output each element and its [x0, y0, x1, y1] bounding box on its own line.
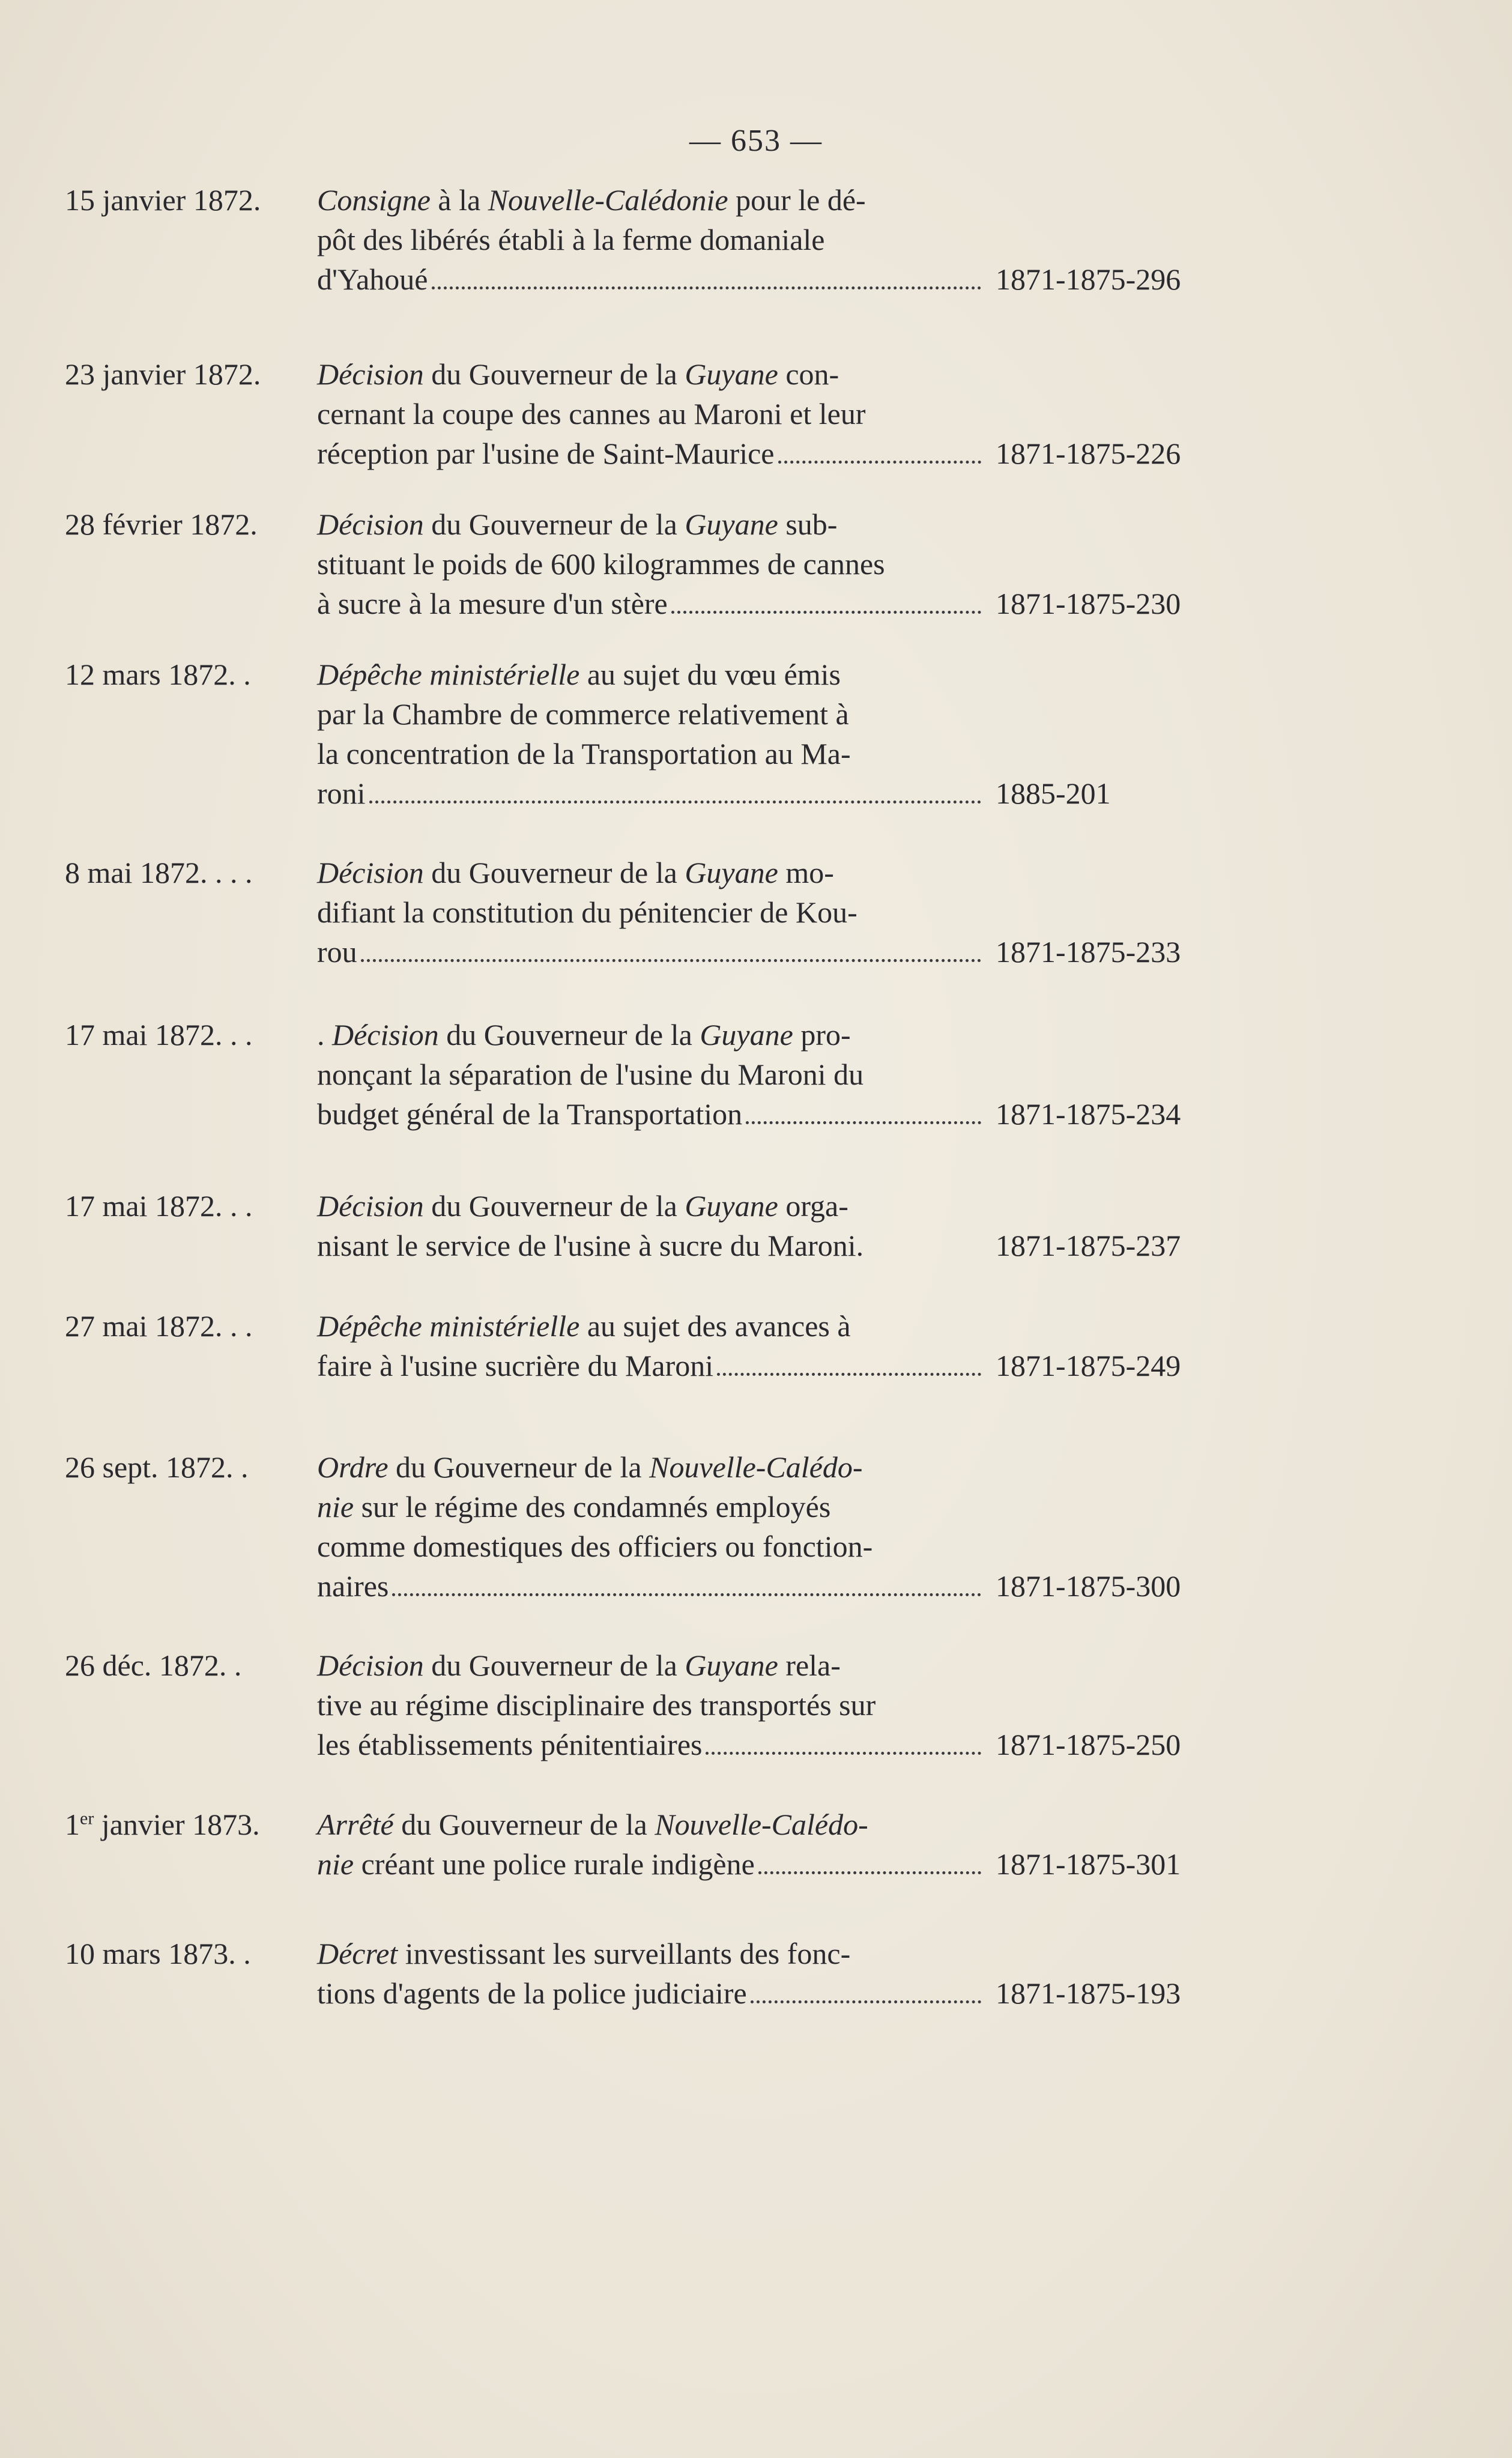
entry-description	[317, 1306, 984, 1385]
description-line: Décision du Gouverneur de la Guyane con-	[317, 357, 839, 391]
entry-description	[317, 504, 984, 623]
description-line: nonçant la séparation de l'usine du Maroni du	[317, 1058, 864, 1091]
description-line: difiant la constitution du pénitencier de Kou-	[317, 895, 857, 929]
entry-date: 15 janvier 1872.	[65, 183, 261, 217]
description-line: nisant le service de l'usine à sucre du Maroni.	[317, 1229, 864, 1262]
entry-reference: 1871-1875-234	[996, 1097, 1181, 1131]
page-number: — 653 —	[689, 124, 823, 158]
description-line: Décision du Gouverneur de la Guyane sub-	[317, 507, 838, 541]
entry-reference: 1871-1875-233	[996, 935, 1181, 969]
description-line: budget général de la Transportation	[317, 1094, 984, 1134]
dot-leader	[361, 959, 981, 962]
entry-description	[317, 853, 984, 972]
description-line: rou	[317, 932, 984, 972]
entry-reference: 1871-1875-237	[996, 1229, 1181, 1262]
description-line: Consigne à la Nouvelle-Calédonie pour le dé-	[317, 183, 866, 217]
entry-date: 10 mars 1873. .	[65, 1937, 251, 1970]
description-line: Dépêche ministérielle au sujet du vœu émis	[317, 658, 841, 691]
description-line: d'Yahoué	[317, 259, 984, 299]
description-line: Décision du Gouverneur de la Guyane mo-	[317, 856, 834, 889]
entry-description	[317, 180, 984, 299]
entry-date: 27 mai 1872. . .	[65, 1309, 253, 1343]
description-line: roni	[317, 773, 984, 813]
entry-reference: 1871-1875-230	[996, 587, 1181, 620]
description-line: naires	[317, 1566, 984, 1606]
entry-reference: 1871-1875-301	[996, 1847, 1181, 1881]
description-line: Décision du Gouverneur de la Guyane rela-	[317, 1648, 841, 1682]
dot-leader	[369, 801, 981, 804]
entry-reference: 1871-1875-226	[996, 437, 1181, 470]
entry-reference: 1871-1875-193	[996, 1976, 1181, 2010]
description-line: tive au régime disciplinaire des transportés sur	[317, 1688, 876, 1722]
dot-leader	[746, 1121, 981, 1124]
entry-reference: 1871-1875-300	[996, 1569, 1181, 1603]
entry-date: 28 février 1872.	[65, 507, 258, 541]
entry-description	[317, 655, 984, 813]
entry-description	[317, 1015, 984, 1134]
dot-leader	[751, 2000, 981, 2003]
entry-date: 26 sept. 1872. .	[65, 1450, 249, 1484]
description-line: cernant la coupe des cannes au Maroni et leur	[317, 397, 866, 431]
entry-description	[317, 1934, 984, 2013]
description-line: faire à l'usine sucrière du Maroni	[317, 1346, 984, 1385]
entry-reference: 1871-1875-249	[996, 1349, 1181, 1382]
entry-date: 17 mai 1872. . .	[65, 1189, 253, 1223]
description-line: les établissements pénitentiaires	[317, 1725, 984, 1764]
dot-leader	[432, 286, 982, 289]
description-line: réception par l'usine de Saint-Maurice	[317, 434, 984, 473]
description-line: comme domestiques des officiers ou fonction-	[317, 1530, 873, 1563]
dot-leader	[706, 1752, 981, 1755]
entry-description	[317, 1805, 984, 1884]
entry-date: 8 mai 1872. . . .	[65, 856, 253, 889]
description-line: nie sur le régime des condamnés employés	[317, 1490, 831, 1524]
entry-description	[317, 1186, 984, 1265]
entry-description	[317, 1447, 984, 1606]
entry-date: 17 mai 1872. . .	[65, 1018, 253, 1052]
entry-date: 23 janvier 1872.	[65, 357, 261, 391]
description-line: tions d'agents de la police judiciaire	[317, 1973, 984, 2013]
dot-leader	[717, 1373, 981, 1376]
entry-date: 1er janvier 1873.	[65, 1808, 260, 1841]
entry-reference: 1871-1875-296	[996, 262, 1181, 296]
dot-leader	[392, 1593, 981, 1596]
description-line: à sucre à la mesure d'un stère	[317, 584, 984, 623]
dot-leader	[758, 1871, 981, 1874]
description-line: Arrêté du Gouverneur de la Nouvelle-Calédo-	[317, 1808, 868, 1841]
entry-date: 12 mars 1872. .	[65, 658, 251, 691]
dot-leader	[671, 611, 981, 614]
description-line: Ordre du Gouverneur de la Nouvelle-Calédo-	[317, 1450, 863, 1484]
description-line: par la Chambre de commerce relativement à	[317, 697, 849, 731]
description-line: pôt des libérés établi à la ferme domaniale	[317, 223, 825, 256]
entry-date: 26 déc. 1872. .	[65, 1648, 242, 1682]
entry-reference: 1871-1875-250	[996, 1728, 1181, 1761]
description-line: la concentration de la Transportation au Ma-	[317, 737, 851, 770]
description-line: Décision du Gouverneur de la Guyane orga-	[317, 1189, 848, 1223]
entry-reference: 1885-201	[996, 776, 1111, 810]
dot-leader	[778, 461, 982, 464]
description-line: Dépêche ministérielle au sujet des avances à	[317, 1309, 851, 1343]
description-line: nie créant une police rurale indigène	[317, 1844, 984, 1884]
entry-description	[317, 1645, 984, 1764]
description-line: Décret investissant les surveillants des fonc-	[317, 1937, 851, 1970]
description-line: . Décision du Gouverneur de la Guyane pro-	[317, 1018, 851, 1052]
entry-description	[317, 354, 984, 473]
description-line: stituant le poids de 600 kilogrammes de cannes	[317, 547, 885, 581]
